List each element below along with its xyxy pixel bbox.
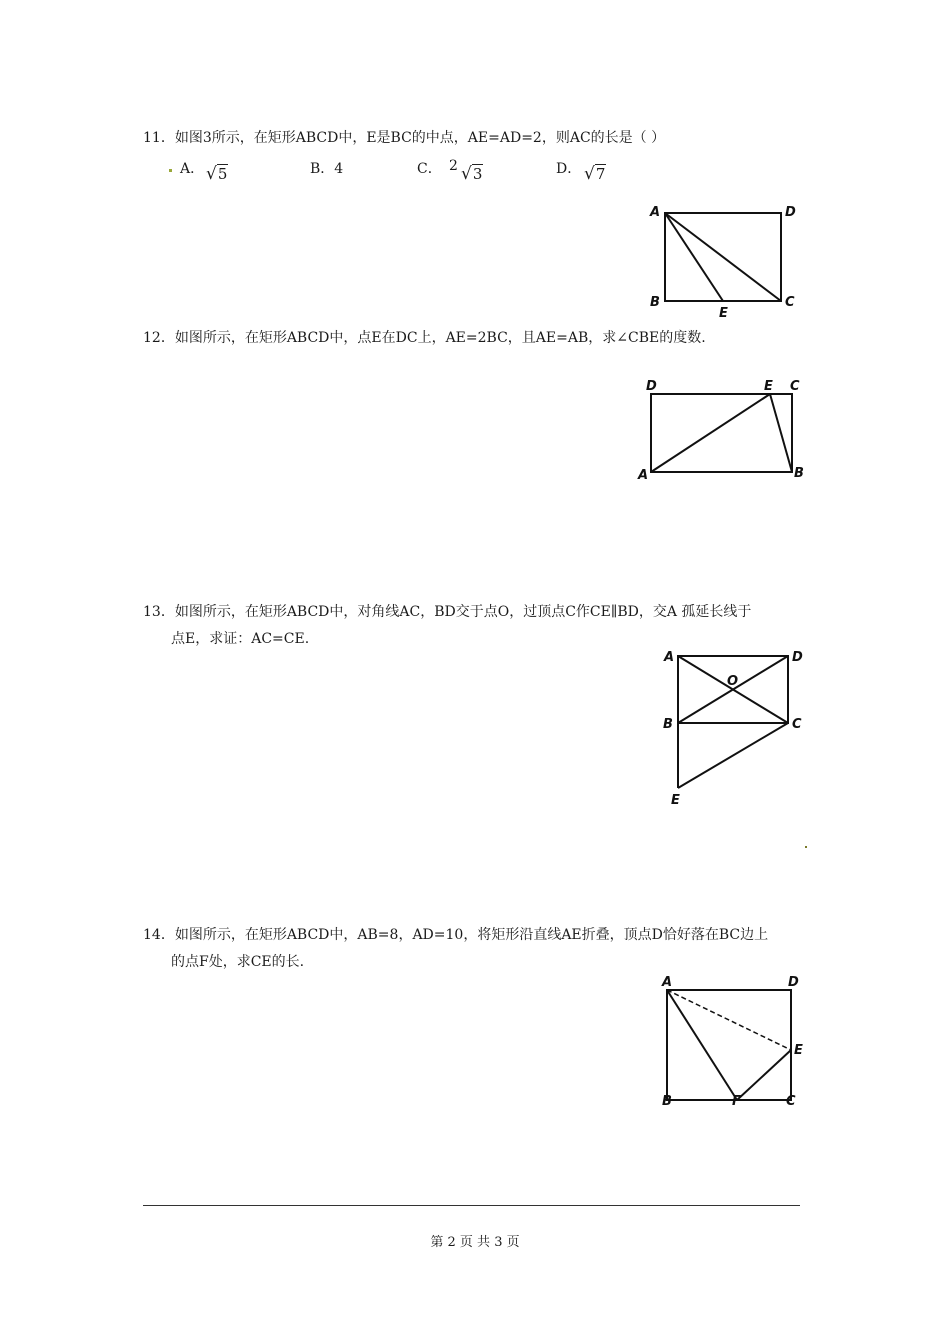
fig12-label-d: D bbox=[646, 379, 657, 394]
question-14-line-1: 14．如图所示，在矩形ABCD中，AB=8，AD=10，将矩形沿直线AE折叠，顶点D恰好落在BC边上 bbox=[143, 927, 769, 943]
figure-12-rectangle-diagram bbox=[632, 373, 812, 483]
fig14-label-e: E bbox=[794, 1043, 803, 1058]
option-a-label: A． bbox=[180, 161, 205, 177]
question-11: 11．如图3所示，在矩形ABCD中，E是BC的中点，AE=AD=2，则AC的长是（ ） bbox=[143, 130, 666, 146]
scan-speck bbox=[169, 169, 172, 172]
fig14-label-f: F bbox=[732, 1094, 741, 1109]
fig13-label-o: O bbox=[727, 674, 739, 689]
option-d-label: D． bbox=[556, 161, 582, 177]
question-14-line-2: 的点F处，求CE的长. bbox=[171, 954, 305, 970]
question-12: 12．如图所示，在矩形ABCD中，点E在DC上，AE=2BC，且AE=AB，求∠CBE的度数. bbox=[143, 330, 706, 346]
fig14-label-c: C bbox=[786, 1094, 796, 1109]
footer-divider bbox=[143, 1205, 800, 1206]
option-b: B．4 bbox=[310, 161, 344, 177]
figure-11-rectangle-diagram bbox=[640, 198, 810, 323]
fig12-label-c: C bbox=[790, 379, 800, 394]
fig12-label-b: B bbox=[794, 466, 804, 481]
fig14-label-d: D bbox=[788, 975, 799, 990]
question-13-line-1: 13．如图所示，在矩形ABCD中，对角线AC，BD交于点O，过顶点C作CE∥BD，交A 孤延长线于 bbox=[143, 604, 752, 620]
fig13-label-a: A bbox=[664, 650, 675, 665]
option-c-radical: √3 bbox=[461, 164, 483, 184]
option-c-label: C． bbox=[417, 161, 442, 177]
fig13-label-d: D bbox=[792, 650, 803, 665]
option-d-radicand: 7 bbox=[595, 165, 606, 183]
figure-13-rectangle-diagram bbox=[656, 645, 816, 810]
fig11-label-c: C bbox=[785, 295, 795, 310]
option-a-radical: √5 bbox=[206, 164, 228, 184]
fig11-label-b: B bbox=[650, 295, 660, 310]
fig11-label-d: D bbox=[785, 205, 796, 220]
option-c-coefficient: 2 bbox=[449, 158, 458, 174]
fig13-label-c: C bbox=[792, 717, 802, 732]
option-a-radicand: 5 bbox=[217, 165, 228, 183]
fig11-label-e: E bbox=[719, 306, 728, 321]
fig14-label-a: A bbox=[662, 975, 673, 990]
figure-14-rectangle-diagram bbox=[650, 972, 820, 1112]
question-13-line-2: 点E，求证：AC=CE. bbox=[171, 631, 310, 647]
option-c-radicand: 3 bbox=[472, 165, 483, 183]
fig11-label-a: A bbox=[650, 205, 661, 220]
option-d-radical: √7 bbox=[584, 164, 606, 184]
page-number: 第 2 页 共 3 页 bbox=[430, 1235, 520, 1250]
fig12-label-a: A bbox=[638, 468, 649, 483]
fig14-label-b: B bbox=[662, 1094, 672, 1109]
fig13-label-b: B bbox=[663, 717, 673, 732]
fig12-label-e: E bbox=[764, 379, 773, 394]
scan-speck bbox=[805, 846, 807, 848]
fig13-label-e: E bbox=[671, 793, 680, 808]
